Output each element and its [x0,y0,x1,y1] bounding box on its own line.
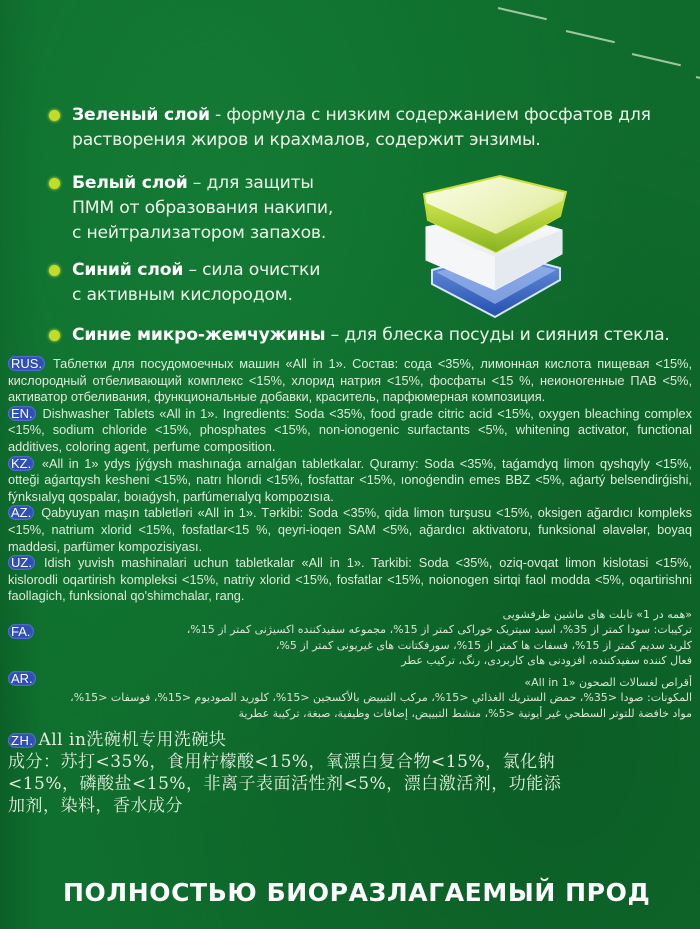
feature-text: с нейтрализатором запахов. [72,223,327,243]
feature-title: Зеленый слой [72,105,210,125]
ingredients-text: Dishwasher Tablets «All in 1». Ingredients: Soda <35%, food grade citric acid <15%, oxygen bleaching complex <15%, sodium chloride <15%, phosphates <15%, non-ionogenic surfactants <5%, whitening activator, functional additives, coloring agent, perfume composition. [8,405,692,454]
tablet-layers-icon [410,172,570,322]
feature-text: для защиты [206,173,314,193]
feature-title: Синий слой [72,260,184,280]
ingredients-heading: All in洗碗机专用洗碗块 [38,730,227,751]
language-badge: RUS. [8,356,45,371]
ingredients-fa [8,607,692,669]
ingredients-text: «All in 1» ydys jýǵysh mashınaǵa arnalǵan tabletkalar. Quramy: Soda <35%, taǵamdyq limon qyshqyly <15%, otteği aǵartqysh kesheni <15%, natrı hlorıdi <15%, fosfattar <15%, ıonoǵendin emes BBZ <5%, aǵartý belsendirǵishi, fýnksıalyq qospalar, boıaǵysh, parfúmerıalyq kompozısıa. [8,455,692,504]
bullet-icon [49,330,60,341]
ingredients-text: ترکیبات: سودا کمتر از 35%، اسید سیتریک خوراکی کمتر از 15%، مجموعه سفیدکننده اکسیژنی کمتر از 15%، [186,623,692,637]
language-badge: ZH. [8,733,36,748]
bullet-icon [49,110,60,121]
feature-text: формула с низким содержанием фосфатов для [226,105,651,125]
feature-title: Белый слой [72,173,188,193]
ingredients-text: Qabyuyan maşın tabletləri «All in 1». Tərkibi: Soda <35%, qida limon turşusu <15%, oksigen ağardıcı kompleks <15%, natrium xlorid <15%, fosfatlar<15 %, qeyri-ioqen SAM <5%, ağardıcı aktivatoru, funksional əlavələr, boyaq maddəsi, parfümer kompozisiyası. [8,505,692,554]
language-badge: AZ. [8,505,34,520]
feature-text: с активным кислородом. [72,285,293,305]
ingredients-zh [8,729,692,817]
ingredients-az [8,505,692,555]
language-badge: EN. [8,406,36,421]
language-badge: KZ. [8,456,34,471]
ingredients-text: المكونات: صودا <35%، حمض الستريك الغذائي <15%، مركب التبييض بالأكسجين <15%، كلوريد الصوديوم <15%، فوسفات <15%، [70,691,692,705]
ingredients-text: فعال کننده سفیدکننده، افزودنی های کاربردی، رنگ، ترکیب عطر [401,654,692,668]
language-badge: UZ. [8,555,35,570]
ingredients-text: مواد خافضة للتوتر السطحي غير أيونية <5%، منشط التبييض، إضافات وظيفية، صبغة، تركيبة عطرية [238,706,692,720]
ingredients-section [8,356,692,817]
language-badge: AR. [8,671,36,686]
ingredients-text: <15%，磷酸盐<15%，非离子表面活性剂<5%，漂白激活剂，功能添 [8,774,562,795]
bullet-icon [49,265,60,276]
ingredients-text: کلرید سدیم کمتر از 15%، فسفات ها کمتر از 15%، سورفکتانت های غیریونی کمتر از 5%، [275,638,692,652]
ingredients-text: Idish yuvish mashinalari uchun tabletkalar «All in 1». Tarkibi: Soda <35%, oziq-ovqat limon kislotasi <15%, kislorodli oqartirish kompleksi <15%, natriy xlorid <15%, fosfatlar <15%, noionogen sirtqi faol modda <5%, oqartirishni faollagich, funksional qo'shimchalar, rang. [8,555,692,604]
biodegradable-banner: ПОЛНОСТЬЮ БИОРАЗЛАГАЕМЫЙ ПРОД [63,878,651,907]
ingredients-text: 成分：苏打<35%，食用柠檬酸<15%，氧漂白复合物<15%，氯化钠 [8,752,556,773]
feature-text: сила очистки [202,260,321,280]
feature-text: растворения жиров и крахмалов, содержит энзимы. [72,130,541,150]
ingredients-heading: أقراص لغسالات الصحون «All in 1» [524,675,692,689]
language-badge: FA. [8,624,34,639]
ingredients-rus [8,356,692,406]
three-layer-tablet-illustration [410,172,570,322]
ingredients-ar [8,671,692,722]
bullet-icon [49,178,60,189]
ingredients-text: Таблетки для посудомоечных машин «All in 1». Состав: сода <35%, лимонная кислота пищевая <15%, кислородный отбеливающий комплекс <15%, хлорид натрия <15%, фосфаты <15 %, неионогенные ПАВ <5%, активатор отбеливания, функциональные добавки, краситель, парфюмерная композиция. [8,356,692,405]
ingredients-en [8,406,692,456]
feature-title: Синие микро-жемчужины [72,325,326,345]
feature-text: ПММ от образования накипи, [72,198,334,218]
ingredients-kz [8,456,692,506]
ingredients-text: 加剂，染料，香水成分 [8,796,183,817]
ingredients-heading: «همه در 1» تابلت های ماشین ظرفشویی [502,607,692,621]
feature-text: для блеска посуды и сияния стекла. [344,325,670,345]
ingredients-uz [8,555,692,605]
